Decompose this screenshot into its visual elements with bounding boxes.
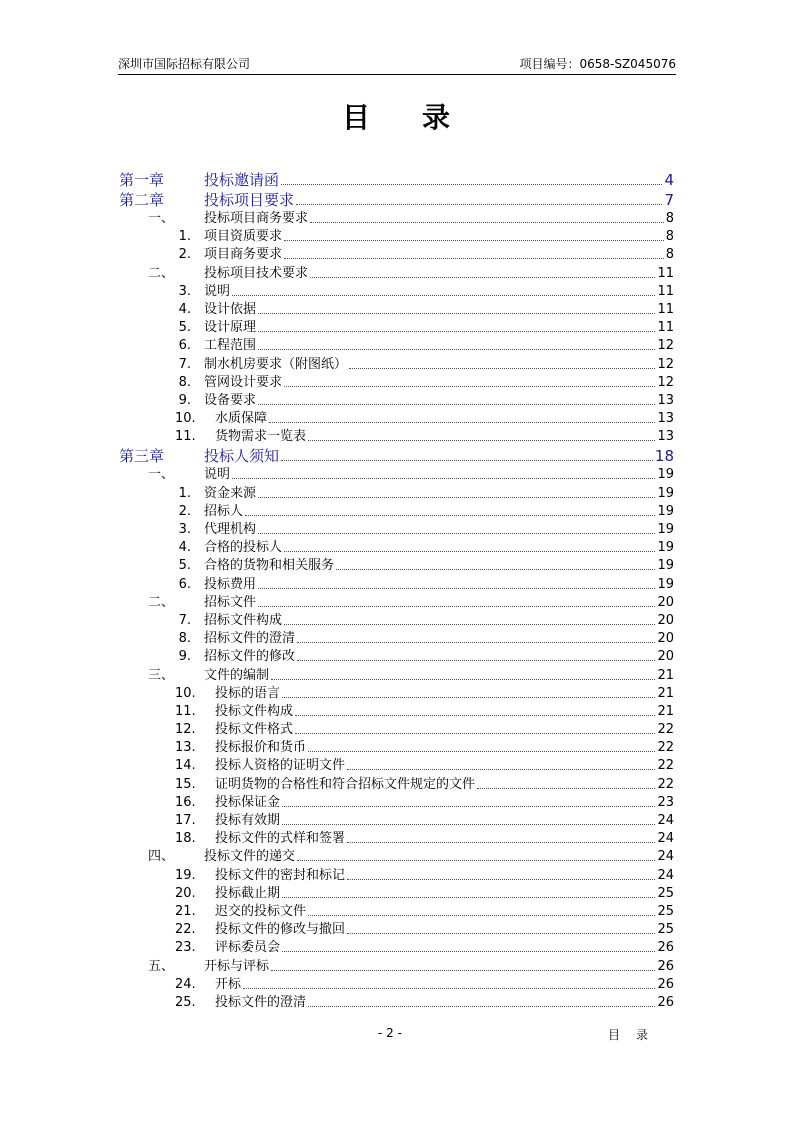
toc-page-number: 19 [657, 576, 674, 592]
toc-dot-leader [295, 703, 655, 716]
toc-label: 投标邀请函 [204, 171, 280, 189]
toc-dot-leader [271, 958, 655, 971]
toc-number: 7. [178, 612, 191, 628]
toc-dot-leader [282, 794, 655, 807]
toc-entry [215, 739, 674, 757]
toc-label: 投标报价和货币 [215, 740, 307, 756]
toc-page-number: 19 [657, 485, 674, 501]
toc-label: 投标截止期 [215, 885, 281, 901]
toc-label: 投标的语言 [215, 685, 281, 701]
toc-entry [204, 228, 674, 246]
toc-page-number: 4 [664, 171, 674, 189]
toc-entry [215, 794, 674, 812]
toc-entry [204, 503, 674, 521]
toc-page-number: 20 [657, 594, 674, 610]
title-char-2: 录 [422, 101, 453, 134]
toc-page-number: 8 [665, 247, 674, 263]
toc-entry [215, 867, 674, 885]
toc-label: 资金来源 [204, 485, 257, 501]
toc-dot-leader [271, 667, 655, 680]
toc-label: 货物需求一览表 [215, 429, 307, 445]
toc-page-number: 22 [657, 722, 674, 738]
toc-chapter[interactable] [118, 170, 674, 190]
toc-entry [204, 392, 674, 410]
toc-number: 22. [175, 922, 196, 938]
toc-item[interactable] [118, 776, 674, 794]
toc-dot-leader [310, 265, 655, 278]
toc-entry [204, 594, 674, 612]
toc-number: 8. [178, 631, 191, 647]
toc-page-number: 24 [657, 813, 674, 828]
toc-label: 迟交的投标文件 [215, 903, 307, 919]
toc-dot-leader [282, 885, 655, 898]
toc-number: 6. [178, 338, 191, 354]
toc-dot-leader [243, 976, 655, 989]
toc-label: 投标文件的式样和签署 [215, 831, 346, 847]
toc-label: 开标与评标 [204, 958, 270, 974]
toc-page-number: 24 [657, 867, 674, 883]
toc-entry [204, 319, 674, 337]
toc-label: 项目商务要求 [204, 247, 283, 263]
toc-entry [204, 265, 674, 283]
toc-dot-leader [281, 446, 653, 461]
toc-item[interactable] [118, 283, 674, 301]
toc-number: 19. [175, 867, 196, 883]
toc-number: 11. [175, 703, 196, 719]
toc-entry [204, 446, 674, 466]
toc-item[interactable] [118, 521, 674, 539]
toc-number: 9. [178, 392, 191, 408]
toc-dot-leader [258, 521, 655, 534]
toc-section[interactable] [118, 958, 674, 976]
toc-number: 3. [178, 522, 191, 537]
toc-page-number: 11 [657, 320, 674, 336]
toc-dot-leader [308, 739, 655, 752]
toc-dot-leader [284, 612, 655, 625]
toc-entry [204, 667, 674, 685]
toc-dot-leader [477, 776, 655, 789]
toc-number: 3. [178, 283, 191, 299]
toc-page-number: 26 [657, 976, 674, 992]
toc-dot-leader [297, 848, 655, 861]
toc-page-number: 19 [657, 467, 674, 483]
toc-dot-leader [297, 648, 655, 661]
toc-dot-leader [347, 830, 655, 843]
toc-entry [215, 903, 674, 921]
toc-label: 招标人 [204, 503, 244, 519]
toc-number: 五、 [148, 958, 175, 974]
toc-item[interactable] [118, 685, 674, 703]
toc-label: 投标文件的修改与撤回 [215, 922, 346, 938]
toc-page-number: 8 [665, 211, 674, 226]
toc-entry [204, 485, 674, 503]
toc-label: 水质保障 [215, 411, 268, 427]
toc-number: 13. [175, 740, 196, 756]
toc-label: 项目资质要求 [204, 229, 283, 245]
toc-label: 开标 [215, 976, 242, 992]
toc-item[interactable] [118, 539, 674, 557]
toc-page-number: 22 [657, 776, 674, 792]
toc-label: 招标文件 [204, 594, 257, 610]
toc-number: 一、 [148, 211, 175, 226]
toc-entry [215, 685, 674, 703]
toc-label: 投标文件的澄清 [215, 994, 307, 1010]
toc-label: 设计原理 [204, 320, 257, 336]
toc-number: 10. [175, 411, 196, 427]
toc-page-number: 26 [657, 940, 674, 956]
project-number: 项目编号：0658-SZ045076 [519, 57, 676, 71]
toc-number: 2. [178, 503, 191, 519]
toc-item[interactable] [118, 337, 674, 355]
toc-dot-leader [258, 301, 655, 314]
toc-page-number: 19 [657, 540, 674, 556]
toc-entry [204, 210, 674, 228]
toc-page-number: 24 [657, 831, 674, 847]
footer-label-char-2: 录 [636, 1028, 649, 1042]
toc-label: 投标人资格的证明文件 [215, 758, 346, 774]
toc-item[interactable] [118, 228, 674, 246]
toc-dot-leader [295, 721, 655, 734]
toc-page-number: 19 [657, 522, 674, 537]
toc-item[interactable] [118, 503, 674, 521]
toc-dot-leader [258, 485, 655, 498]
toc-number: 20. [175, 885, 196, 901]
toc-label: 投标项目要求 [204, 191, 295, 209]
toc-number: 8. [178, 374, 191, 390]
toc-item[interactable] [118, 485, 674, 503]
toc-item[interactable] [118, 885, 674, 903]
toc-item[interactable] [118, 428, 674, 446]
toc-item[interactable] [118, 557, 674, 575]
toc-page-number: 25 [657, 885, 674, 901]
toc-item[interactable] [118, 576, 674, 594]
toc-dot-leader [245, 503, 655, 516]
toc-dot-leader [282, 812, 655, 825]
toc-number: 16. [175, 794, 196, 810]
toc-chapter[interactable] [118, 190, 674, 210]
toc-page-number: 13 [657, 429, 674, 445]
toc-entry [215, 776, 674, 794]
toc-page-number: 13 [657, 392, 674, 408]
toc-page-number: 22 [657, 758, 674, 774]
toc-item[interactable] [118, 410, 674, 428]
toc-item[interactable] [118, 921, 674, 939]
toc-label: 制水机房要求（附图纸） [204, 356, 348, 372]
toc-dot-leader [281, 170, 662, 185]
toc-item[interactable] [118, 630, 674, 648]
toc-entry [204, 466, 674, 484]
toc-entry [215, 921, 674, 939]
toc-page-number: 11 [657, 265, 674, 281]
footer-label-char-1: 目 [608, 1028, 621, 1042]
toc-item[interactable] [118, 939, 674, 957]
toc-item[interactable] [118, 721, 674, 739]
toc-label: 招标文件的澄清 [204, 631, 296, 647]
toc-label: 设备要求 [204, 392, 257, 408]
toc-item[interactable] [118, 356, 674, 374]
toc-entry [204, 958, 674, 976]
toc-label: 证明货物的合格性和符合招标文件规定的文件 [215, 776, 476, 792]
toc-label: 投标文件格式 [215, 722, 294, 738]
toc-number: 4. [178, 301, 191, 317]
toc-dot-leader [258, 319, 655, 332]
page-header [118, 56, 676, 75]
footer-page-number: - 2 - [378, 1026, 402, 1040]
toc-dot-leader [347, 867, 655, 880]
toc-dot-leader [308, 994, 655, 1007]
toc-entry [215, 428, 674, 446]
toc-dot-leader [347, 757, 655, 770]
toc-label: 说明 [204, 467, 231, 483]
toc-item[interactable] [118, 392, 674, 410]
toc-label: 合格的投标人 [204, 540, 283, 556]
toc-dot-leader [284, 374, 655, 387]
toc-dot-leader [308, 903, 655, 916]
toc-section[interactable] [118, 210, 674, 228]
toc-number: 18. [175, 831, 196, 847]
toc-entry [215, 757, 674, 775]
toc-dot-leader [349, 356, 655, 369]
toc-item[interactable] [118, 867, 674, 885]
toc-number: 5. [178, 320, 191, 336]
toc-item[interactable] [118, 319, 674, 337]
toc-number: 23. [175, 940, 196, 956]
toc-entry [204, 557, 674, 575]
toc-label: 投标有效期 [215, 813, 281, 828]
toc-page-number: 8 [665, 229, 674, 245]
toc-page-number: 7 [664, 191, 674, 209]
toc-entry [204, 356, 674, 374]
toc-page-number: 25 [657, 903, 674, 919]
toc-dot-leader [310, 210, 664, 223]
toc-item[interactable] [118, 374, 674, 392]
toc-page-number: 20 [657, 649, 674, 665]
toc-item[interactable] [118, 739, 674, 757]
toc-number: 四、 [148, 849, 175, 865]
toc-entry [204, 246, 674, 264]
toc-entry [204, 170, 674, 190]
page-title [0, 96, 794, 136]
toc-dot-leader [258, 594, 655, 607]
toc-number: 10. [175, 685, 196, 701]
toc-number: 6. [178, 576, 191, 592]
toc-page-number: 21 [657, 685, 674, 701]
toc-dot-leader [282, 939, 655, 952]
toc-page-number: 26 [657, 994, 674, 1010]
title-char-1: 目 [341, 101, 372, 134]
toc-dot-leader [284, 228, 664, 241]
toc-item[interactable] [118, 246, 674, 264]
toc-page-number: 18 [654, 447, 674, 466]
toc-item[interactable] [118, 994, 674, 1012]
table-of-contents [118, 170, 674, 1012]
toc-entry [215, 410, 674, 428]
toc-label: 设计依据 [204, 301, 257, 317]
toc-item[interactable] [118, 648, 674, 666]
toc-label: 投标项目商务要求 [204, 211, 309, 226]
toc-page-number: 25 [657, 922, 674, 938]
toc-number: 1. [178, 485, 191, 501]
toc-chapter[interactable] [118, 446, 674, 466]
toc-entry [204, 301, 674, 319]
toc-entry [204, 539, 674, 557]
toc-page-number: 19 [657, 503, 674, 519]
toc-page-number: 12 [657, 338, 674, 354]
toc-dot-leader [258, 576, 655, 589]
toc-section[interactable] [118, 265, 674, 283]
toc-number: 17. [175, 813, 196, 828]
toc-entry [204, 374, 674, 392]
toc-entry [215, 721, 674, 739]
toc-item[interactable] [118, 612, 674, 630]
toc-entry [204, 630, 674, 648]
toc-label: 招标文件构成 [204, 612, 283, 628]
toc-number: 7. [178, 356, 191, 372]
toc-page-number: 12 [657, 356, 674, 372]
toc-entry [215, 939, 674, 957]
toc-label: 投标文件构成 [215, 703, 294, 719]
toc-number: 二、 [148, 265, 175, 281]
toc-number: 三、 [148, 667, 175, 683]
toc-page-number: 22 [657, 740, 674, 756]
toc-page-number: 26 [657, 958, 674, 974]
toc-entry [204, 283, 674, 301]
toc-page-number: 12 [657, 374, 674, 390]
toc-number: 24. [175, 976, 196, 992]
toc-entry [204, 521, 674, 539]
toc-page-number: 21 [657, 667, 674, 683]
toc-dot-leader [347, 921, 655, 934]
toc-label: 工程范围 [204, 338, 257, 354]
toc-entry [204, 337, 674, 355]
toc-item[interactable] [118, 703, 674, 721]
toc-dot-leader [232, 283, 655, 296]
toc-label: 管网设计要求 [204, 374, 283, 390]
toc-item[interactable] [118, 976, 674, 994]
toc-item[interactable] [118, 830, 674, 848]
footer-section-label [608, 1026, 648, 1043]
toc-entry [215, 703, 674, 721]
toc-entry [215, 976, 674, 994]
toc-number: 一、 [148, 467, 175, 483]
toc-page-number: 20 [657, 631, 674, 647]
toc-entry [204, 612, 674, 630]
toc-item[interactable] [118, 301, 674, 319]
toc-number: 第三章 [119, 447, 165, 466]
toc-dot-leader [296, 190, 662, 205]
toc-number: 5. [178, 558, 191, 574]
toc-number: 15. [175, 776, 196, 792]
toc-label: 招标文件的修改 [204, 649, 296, 665]
toc-label: 投标项目技术要求 [204, 265, 309, 281]
company-name: 深圳市国际招标有限公司 [118, 57, 251, 71]
toc-item[interactable] [118, 903, 674, 921]
toc-number: 4. [178, 540, 191, 556]
toc-page-number: 23 [657, 794, 674, 810]
toc-number: 11. [175, 429, 196, 445]
toc-entry [215, 885, 674, 903]
toc-label: 合格的货物和相关服务 [204, 558, 335, 574]
toc-label: 投标人须知 [204, 447, 280, 466]
toc-section[interactable] [118, 848, 674, 866]
toc-number: 12. [175, 722, 196, 738]
toc-number: 第一章 [119, 171, 165, 189]
toc-page-number: 11 [657, 301, 674, 317]
toc-section[interactable] [118, 594, 674, 612]
toc-section[interactable] [118, 667, 674, 685]
toc-number: 25. [175, 994, 196, 1010]
toc-dot-leader [284, 246, 664, 259]
toc-dot-leader [284, 539, 655, 552]
toc-page-number: 19 [657, 558, 674, 574]
toc-label: 投标文件的密封和标记 [215, 867, 346, 883]
toc-dot-leader [232, 466, 655, 479]
toc-number: 第二章 [119, 191, 165, 209]
toc-label: 评标委员会 [215, 940, 281, 956]
toc-label: 投标文件的递交 [204, 849, 296, 865]
toc-entry [215, 812, 674, 830]
toc-item[interactable] [118, 812, 674, 830]
toc-label: 文件的编制 [204, 667, 270, 683]
toc-entry [204, 190, 674, 210]
toc-dot-leader [258, 337, 655, 350]
toc-page-number: 20 [657, 612, 674, 628]
toc-number: 1. [178, 229, 191, 245]
toc-label: 说明 [204, 283, 231, 299]
toc-number: 二、 [148, 594, 175, 610]
toc-number: 9. [178, 649, 191, 665]
toc-dot-leader [308, 428, 655, 441]
toc-item[interactable] [118, 794, 674, 812]
toc-dot-leader [269, 410, 655, 423]
toc-label: 投标保证金 [215, 794, 281, 810]
toc-page-number: 24 [657, 849, 674, 865]
toc-item[interactable] [118, 757, 674, 775]
toc-number: 21. [175, 903, 196, 919]
toc-entry [215, 994, 674, 1012]
toc-page-number: 13 [657, 411, 674, 427]
toc-label: 投标费用 [204, 576, 257, 592]
toc-page-number: 11 [657, 283, 674, 299]
toc-entry [215, 830, 674, 848]
toc-dot-leader [282, 685, 655, 698]
toc-dot-leader [336, 557, 655, 570]
toc-section[interactable] [118, 466, 674, 484]
toc-number: 2. [178, 247, 191, 263]
toc-entry [204, 648, 674, 666]
toc-entry [204, 848, 674, 866]
toc-page-number: 21 [657, 703, 674, 719]
toc-dot-leader [297, 630, 655, 643]
toc-dot-leader [258, 392, 655, 405]
toc-label: 代理机构 [204, 522, 257, 537]
toc-number: 14. [175, 758, 196, 774]
toc-entry [204, 576, 674, 594]
